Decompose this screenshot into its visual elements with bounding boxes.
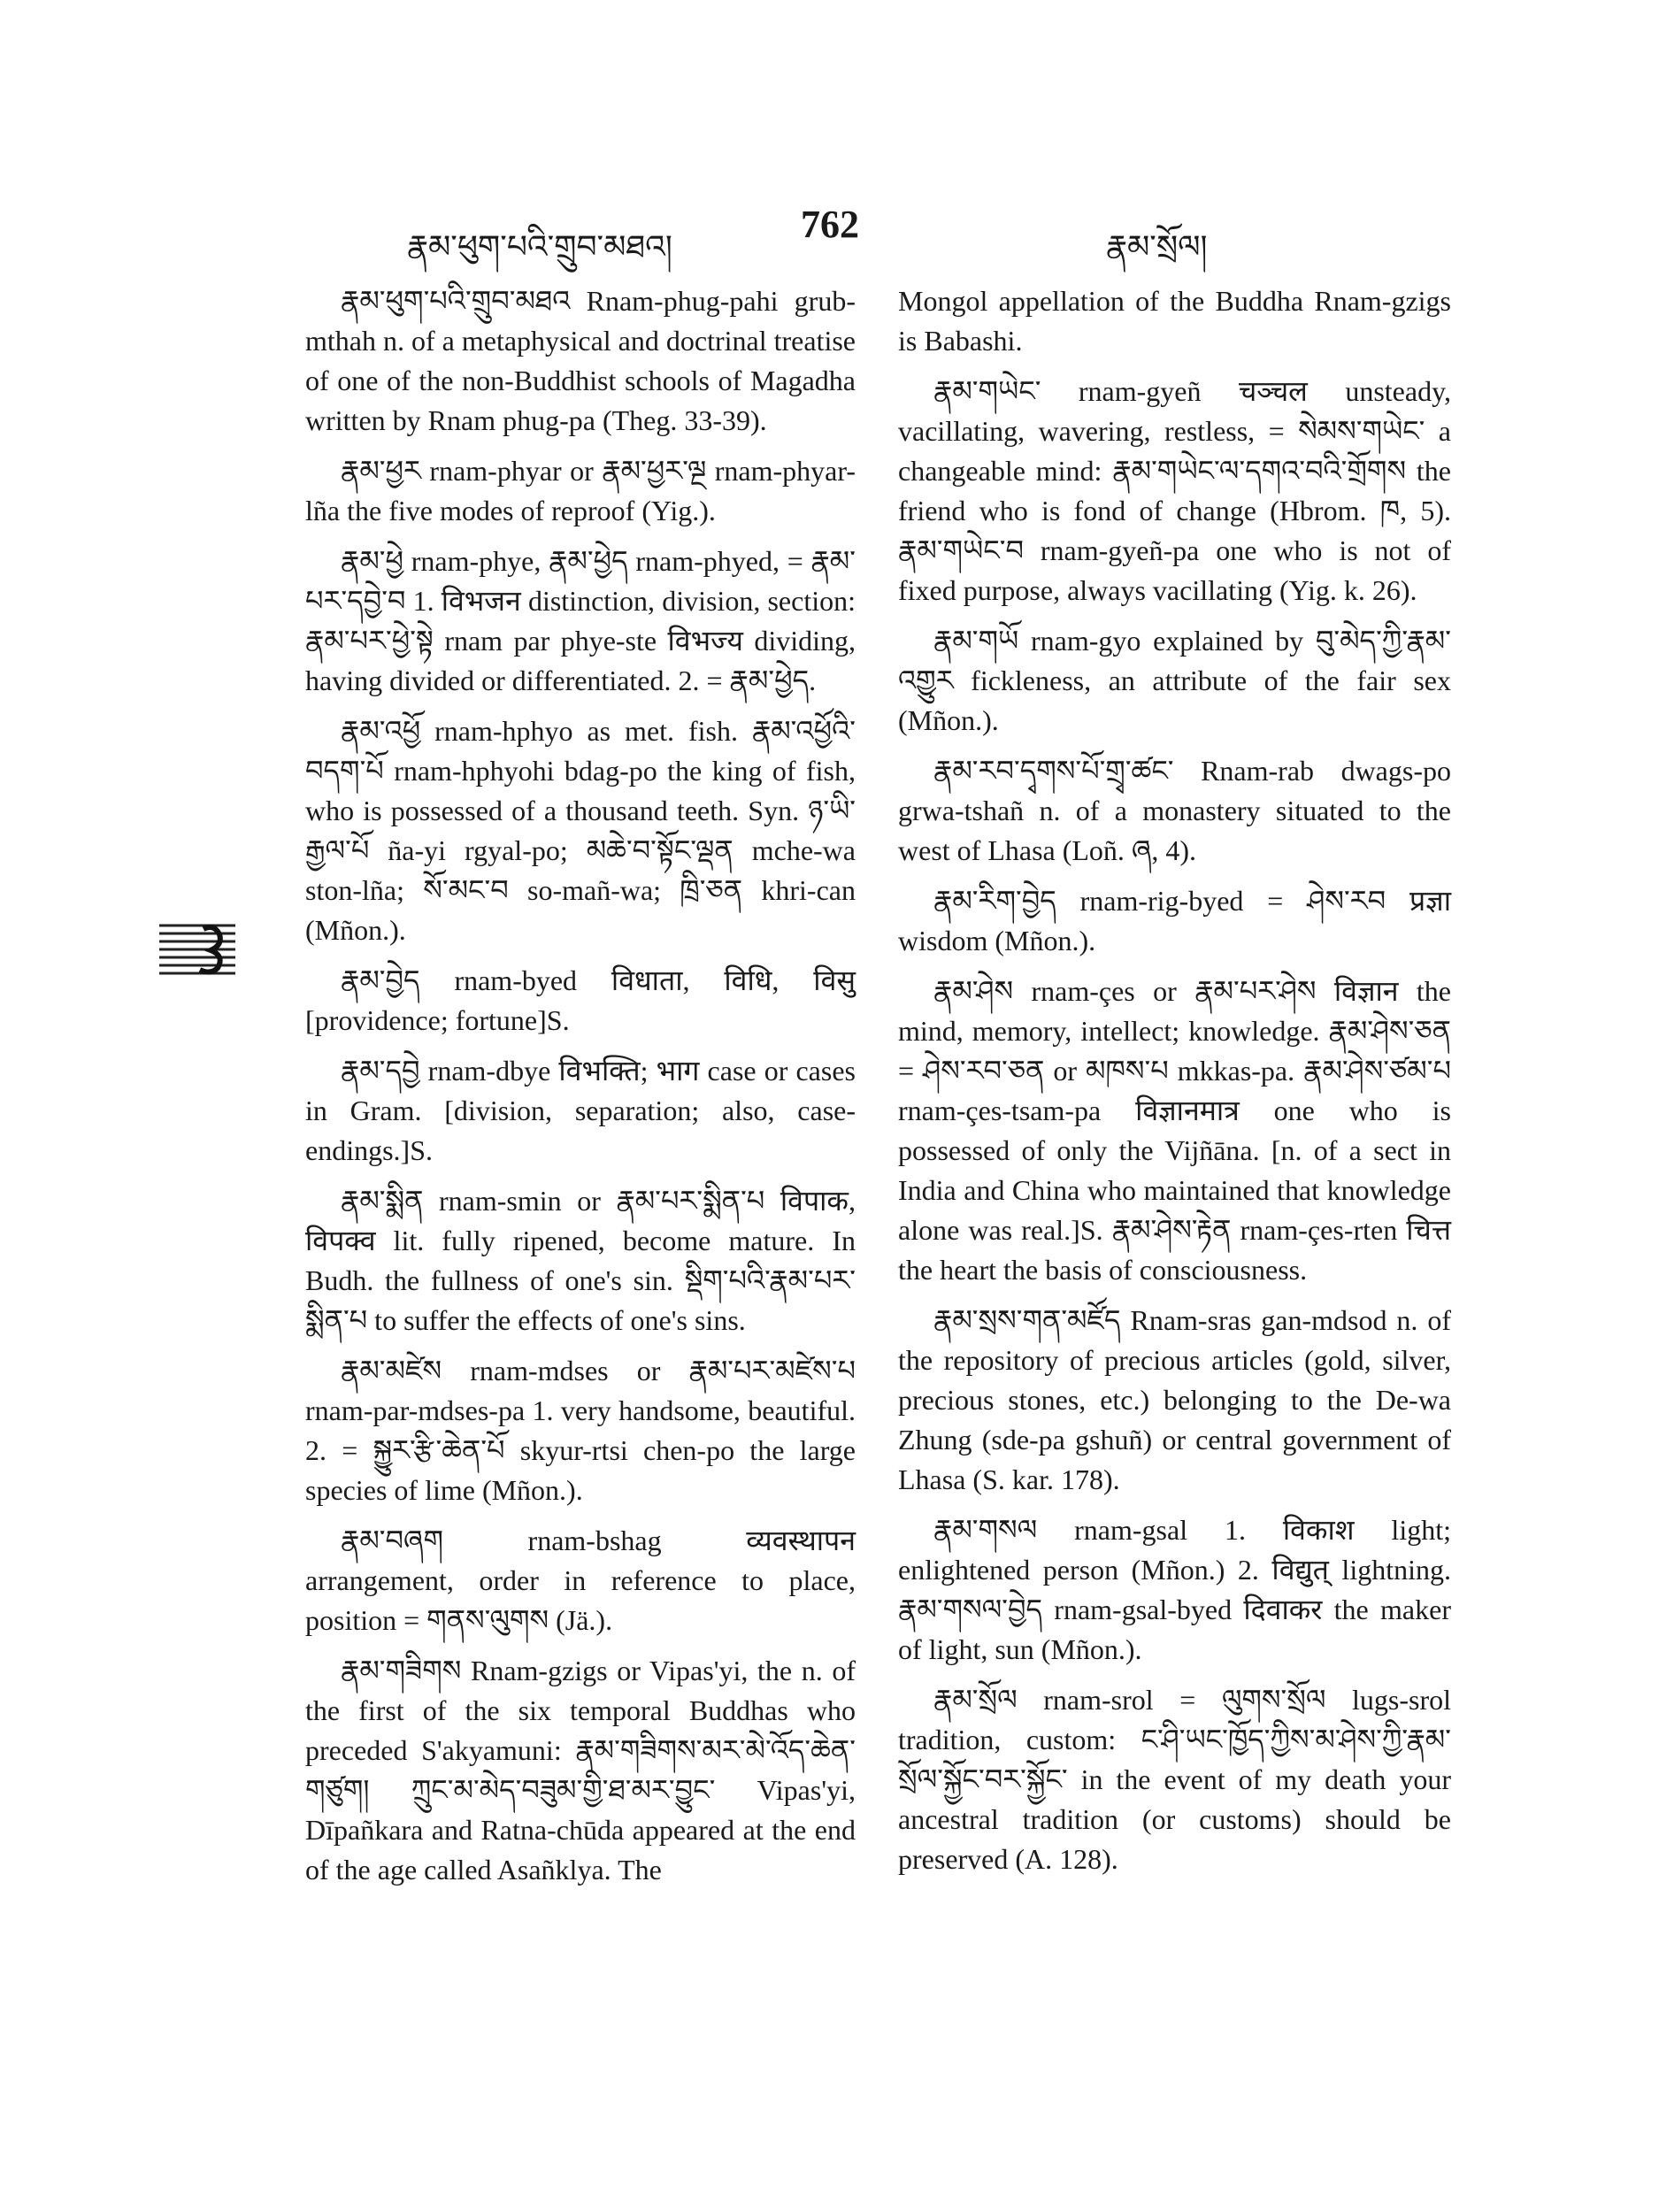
entry-rnam-gyen: རྣམ་གཡེང་ rnam-gyeñ चञ्चल unsteady, vacillating, wavering, restless, = སེམས་གཡེང་ a changeable mind: རྣམ་གཡེང་ལ་དགའ་བའི་གྲོགས the friend who is fond of change (Hbrom. ཁ, 5). རྣམ་གཡེང་བ rnam-gyeñ-pa one who is not of fixed purpose, always vacillating (Yig. k. 26). — [898, 375, 1451, 606]
right-running-head: རྣམ་སྲོལ། — [1106, 229, 1208, 265]
entry-rnam-ces: རྣམ་ཤེས rnam-çes or རྣམ་པར་ཤེས विज्ञान the mind, memory, intellect; knowledge. རྣམ་ཤེས་ཅན = ཤེས་རབ་ཅན or མཁས་པ mkkas-pa. རྣམ་ཤེས་ཙམ་པ rnam-çes-tsam-pa विज्ञानमात्र one who is possessed of only the Vijñāna. [n. of a sect in India and China who maintained that knowledge alone was real.]S. རྣམ་ཤེས་རྟེན rnam-çes-rten चित्त the heart the basis of consciousness. — [898, 975, 1451, 1286]
entry-rnam-srol: རྣམ་སྲོལ rnam-srol = ལུགས་སྲོལ lugs-srol tradition, custom: ང་ཤི་ཡང་ཁྱོད་ཀྱིས་མ་ཤེས་ཀྱི་རྣམ་སྲོལ་སྐྱོང་བར་སྐྱོང་ in the event of my death your ancestral tradition (or customs) should be preserved (A. 128). — [898, 1684, 1451, 1875]
entry-rnam-byed: རྣམ་བྱེད rnam-byed विधाता, विधि, विसु [providence; fortune]S. — [305, 964, 856, 1036]
entry-rnam-bshag: རྣམ་བཞག rnam-bshag व्यवस्थापन arrangement, order in reference to place, position = གནས་ལུགས (Jä.). — [305, 1525, 856, 1636]
entry-rnam-rab-dwags-po: རྣམ་རབ་དྭགས་པོ་གྲྭ་ཚང་ Rnam-rab dwags-po grwa-tshañ n. of a monastery situated to the west of Lhasa (Loñ. ཞ, 4). — [898, 755, 1451, 866]
running-header — [0, 202, 1659, 265]
entry-rnam-smin: རྣམ་སྨིན rnam-smin or རྣམ་པར་སྨིན་པ विपाक, विपक्व lit. fully ripened, become mature. In Budh. the fullness of one's sin. སྡིག་པའི་རྣམ་པར་སྨིན་པ to suffer the effects of one's sins. — [305, 1185, 856, 1336]
entry-rnam-phyar: རྣམ་ཕྱར rnam-phyar or རྣམ་ཕྱར་ལྔ rnam-phyar-lña the five modes of reproof (Yig.). — [305, 455, 856, 526]
right-column — [898, 281, 1451, 1879]
left-column — [305, 281, 856, 1890]
page-number: 762 — [801, 203, 859, 246]
entry-continuation-babashi: Mongol appellation of the Buddha Rnam-gzigs is Babashi. — [898, 285, 1451, 357]
entry-rnam-sras-gan-mdsod: རྣམ་སྲས་གན་མཛོད Rnam-sras gan-mdsod n. of the repository of precious articles (gold, silver, precious stones, etc.) belonging to the De-wa Zhung (sde-pa gshuñ) or central government of Lhasa (S. kar. 178). — [898, 1304, 1451, 1495]
entry-rnam-dbye: རྣམ་དབྱེ rnam-dbye विभक्ति; भाग case or cases in Gram. [division, separation; also, case-endings.]S. — [305, 1055, 856, 1166]
entry-rnam-hphyo: རྣམ་འཕྱོ rnam-hphyo as met. fish. རྣམ་འཕྱོའི་བདག་པོ rnam-hphyohi bdag-po the king of fish, who is possessed of a thousand teeth. Syn. ཉ་ཡི་རྒྱལ་པོ ña-yi rgyal-po; མཆེ་བ་སྟོང་ལྡན mche-wa ston-lña; སོ་མང་བ so-mañ-wa; ཁྲི་ཅན khri-can (Mñon.). — [305, 715, 856, 946]
entry-rnam-gzigs: རྣམ་གཟིགས Rnam-gzigs or Vipas'yi, the n. of the first of the six temporal Buddhas who preceded S'akyamuni: རྣམ་གཟིགས་མར་མེ་འོད་ཆེན་གཙུག། ཀྲུང་མ་མེད་བཟུམ་གྱི་ཐ་མར་བྱུང་ Vipas'yi, Dīpañkara and Ratna-chūda appeared at the end of the age called Asañklya. The — [305, 1655, 856, 1886]
entry-rnam-phye: རྣམ་ཕྱེ rnam-phye, རྣམ་ཕྱེད rnam-phyed, = རྣམ་པར་དབྱེ་བ 1. विभजन distinction, division, section: རྣམ་པར་ཕྱེ་སྟེ rnam par phye-ste विभज्य dividing, having divided or differentiated. 2. = རྣམ་ཕྱེད. — [305, 545, 856, 696]
marginal-mark-icon — [157, 920, 237, 977]
entry-rnam-gyo: རྣམ་གཡོ rnam-gyo explained by བུ་མེད་ཀྱི་རྣམ་འགྱུར fickleness, an attribute of the fair sex (Mñon.). — [898, 625, 1451, 736]
entry-rnam-rig-byed: རྣམ་རིག་བྱེད rnam-rig-byed = ཤེས་རབ प्रज्ञा wisdom (Mñon.). — [898, 885, 1451, 956]
entry-rnam-phug-pahi-grub-mthah: རྣམ་ཕུག་པའི་གྲུབ་མཐའ Rnam-phug-pahi grub-mthah n. of a metaphysical and doctrinal treatise of one of the non-Buddhist schools of Magadha written by Rnam phug-pa (Theg. 33-39). — [305, 285, 856, 436]
entry-rnam-mdses: རྣམ་མཛེས rnam-mdses or རྣམ་པར་མཛེས་པ rnam-par-mdses-pa 1. very handsome, beautiful. 2. = སྐྱུར་རྩི་ཆེན་པོ skyur-rtsi chen-po the large species of lime (Mñon.). — [305, 1355, 856, 1506]
left-running-head: རྣམ་ཕུག་པའི་གྲུབ་མཐའ། — [407, 229, 672, 265]
entry-rnam-gsal: རྣམ་གསལ rnam-gsal 1. विकाश light; enlightened person (Mñon.) 2. विद्युत् lightning. རྣམ་གསལ་བྱེད rnam-gsal-byed दिवाकर the maker of light, sun (Mñon.). — [898, 1514, 1451, 1665]
